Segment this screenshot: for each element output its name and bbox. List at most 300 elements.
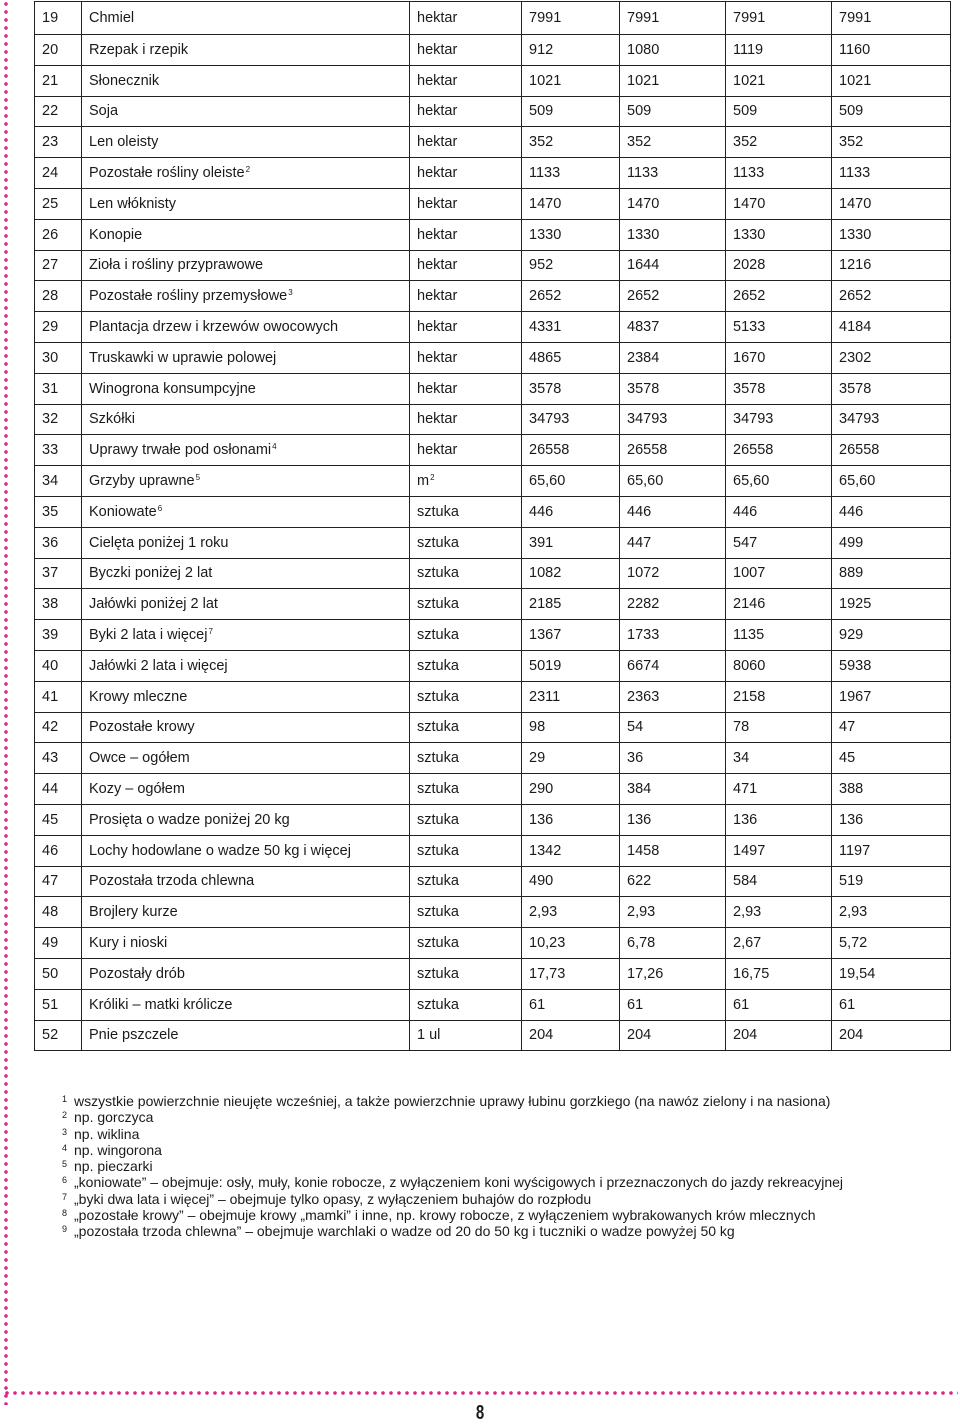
row-value-1-text: 136 [529,811,554,828]
row-value-3-text: 352 [733,134,758,151]
row-name-text: Winogrona konsumpcyjne [89,380,256,397]
row-name-text: Byki 2 lata i więcej [89,627,208,644]
row-unit-text: sztuka [417,719,459,736]
row-name [82,404,410,435]
row-unit [410,774,522,805]
row-value-4-text: 889 [839,565,864,582]
row-unit-text: sztuka [417,750,459,767]
row-value-1 [522,404,620,435]
row-value-3 [726,466,832,497]
row-name [82,804,410,835]
row-number-text: 23 [42,134,59,151]
table-row [35,681,951,712]
row-unit-text: sztuka [417,688,459,705]
footnote-text: „koniowate” – obejmuje: osły, muły, konie robocze, z wyłączeniem koni wyścigowych i przeznaczonych do jazdy rekreacyjnej [74,1174,844,1191]
row-name [82,989,410,1020]
footnote-text: np. gorczyca [74,1109,154,1126]
row-value-2-text: 384 [627,781,652,798]
row-name-text: Pozostałe rośliny oleiste [89,165,245,182]
row-name-text: Byczki poniżej 2 lat [89,565,213,582]
row-number-text: 21 [42,72,59,89]
row-value-2 [620,774,726,805]
row-name [82,127,410,158]
row-value-2 [620,127,726,158]
row-value-1-text: 290 [529,781,554,798]
footnote-ref: 5 [195,473,201,483]
row-value-4 [832,466,951,497]
row-value-3-text: 2158 [733,688,766,705]
table-row [35,496,951,527]
row-unit-text: sztuka [417,781,459,798]
row-value-4-text: 1216 [839,257,872,274]
row-number [35,188,82,219]
table-row [35,466,951,497]
row-number [35,496,82,527]
row-value-4 [832,804,951,835]
row-name [82,527,410,558]
row-value-2-text: 2282 [627,596,660,613]
row-value-3-text: 1470 [733,195,766,212]
row-value-3 [726,188,832,219]
row-value-3-text: 2652 [733,288,766,305]
row-value-4 [832,312,951,343]
row-value-1-text: 65,60 [529,473,566,490]
row-value-1 [522,158,620,189]
row-value-1-text: 26558 [529,442,570,459]
row-value-3 [726,312,832,343]
footnote [62,1093,952,1109]
row-number [35,712,82,743]
row-number-text: 47 [42,873,59,890]
row-number-text: 29 [42,319,59,336]
row-name-text: Cielęta poniżej 1 roku [89,534,229,551]
table-row [35,2,951,35]
row-value-3 [726,342,832,373]
row-value-3 [726,681,832,712]
row-unit-text: hektar [417,442,458,459]
row-unit [410,804,522,835]
row-name [82,712,410,743]
row-value-1 [522,1020,620,1051]
row-value-2 [620,928,726,959]
footnote-number: 6 [62,1175,68,1186]
row-value-4-text: 519 [839,873,864,890]
row-name-text: Słonecznik [89,72,160,89]
row-unit [410,404,522,435]
row-value-3-text: 584 [733,873,758,890]
row-value-1 [522,342,620,373]
footnote-number: 9 [62,1224,68,1235]
row-number [35,804,82,835]
row-value-1 [522,312,620,343]
footnote [62,1158,952,1174]
row-number-text: 37 [42,565,59,582]
row-value-3-text: 34793 [733,411,774,428]
row-value-3-text: 16,75 [733,965,770,982]
row-value-2-text: 1330 [627,226,660,243]
row-value-2 [620,1020,726,1051]
row-value-3 [726,743,832,774]
row-unit [410,373,522,404]
row-number-text: 26 [42,226,59,243]
row-value-3-text: 1497 [733,842,766,859]
row-value-2-text: 17,26 [627,965,664,982]
footnote [62,1109,952,1125]
row-value-3 [726,2,832,35]
row-value-2-text: 2363 [627,688,660,705]
decorative-dot-border-bottom [3,1389,958,1397]
row-unit-text: m [417,473,430,490]
table-row [35,589,951,620]
row-value-3 [726,250,832,281]
row-name [82,743,410,774]
page-number: 8 [475,1402,485,1424]
row-unit [410,620,522,651]
footnote-ref: 2 [245,165,251,175]
row-number [35,958,82,989]
row-value-3-text: 1670 [733,349,766,366]
row-value-4-text: 388 [839,781,864,798]
row-value-3-text: 1133 [733,165,765,182]
row-value-1-text: 29 [529,750,546,767]
table-row [35,835,951,866]
row-value-3-text: 1135 [733,627,765,644]
row-value-4-text: 2652 [839,288,872,305]
row-value-4-text: 509 [839,103,864,120]
row-value-2 [620,281,726,312]
row-value-2 [620,312,726,343]
row-value-1-text: 4865 [529,349,562,366]
row-value-3-text: 509 [733,103,758,120]
row-value-3 [726,158,832,189]
row-value-4 [832,589,951,620]
row-value-3 [726,928,832,959]
row-value-3 [726,281,832,312]
row-name-text: Rzepak i rzepik [89,41,189,58]
row-value-1-text: 1330 [529,226,562,243]
row-value-1 [522,188,620,219]
row-value-1-text: 509 [529,103,554,120]
row-name-text: Koniowate [89,503,157,520]
row-value-1 [522,835,620,866]
row-name [82,897,410,928]
table-row [35,958,951,989]
row-unit [410,250,522,281]
row-value-3-text: 34 [733,750,750,767]
row-value-2-text: 34793 [627,411,668,428]
row-unit-text: sztuka [417,534,459,551]
row-value-4 [832,96,951,127]
row-number-text: 46 [42,842,59,859]
row-number [35,928,82,959]
row-value-1-text: 17,73 [529,965,566,982]
row-name [82,435,410,466]
row-unit-text: hektar [417,257,458,274]
row-number [35,435,82,466]
table-row [35,35,951,66]
row-name-text: Krowy mleczne [89,688,188,705]
row-value-2-text: 6674 [627,657,660,674]
row-value-4-text: 929 [839,627,864,644]
row-unit-text: hektar [417,41,458,58]
row-number-text: 30 [42,349,59,366]
row-number-text: 48 [42,904,59,921]
row-value-3 [726,373,832,404]
row-value-1 [522,650,620,681]
row-name [82,281,410,312]
row-unit [410,342,522,373]
row-value-4-text: 1330 [839,226,872,243]
row-value-3-text: 446 [733,503,758,520]
row-value-3-text: 136 [733,811,758,828]
row-number-text: 31 [42,380,59,397]
row-value-3-text: 2028 [733,257,766,274]
row-number-text: 22 [42,103,59,120]
row-value-1 [522,496,620,527]
row-value-4 [832,681,951,712]
row-value-4 [832,650,951,681]
row-value-4 [832,219,951,250]
row-name [82,466,410,497]
row-value-3-text: 3578 [733,380,766,397]
row-unit-text: sztuka [417,596,459,613]
row-value-4-text: 2302 [839,349,872,366]
row-value-2 [620,743,726,774]
row-value-3 [726,65,832,96]
row-unit-text: hektar [417,288,458,305]
row-value-3 [726,712,832,743]
footnote [62,1207,952,1223]
row-number [35,558,82,589]
row-value-4 [832,158,951,189]
footnote-number: 1 [62,1094,68,1104]
table-row [35,373,951,404]
row-unit [410,65,522,96]
row-value-3-text: 1119 [733,41,764,58]
row-value-3-text: 5133 [733,319,766,336]
row-value-2-text: 2384 [627,349,660,366]
row-value-4 [832,127,951,158]
row-value-4-text: 2,93 [839,904,868,921]
row-value-2 [620,866,726,897]
table-row [35,96,951,127]
row-name [82,312,410,343]
row-value-1-text: 952 [529,257,554,274]
row-value-4 [832,558,951,589]
row-unit-text: sztuka [417,627,459,644]
footnotes [62,1093,952,1240]
row-number [35,527,82,558]
row-name-text: Konopie [89,226,143,243]
row-value-4 [832,712,951,743]
row-number [35,127,82,158]
row-value-2 [620,250,726,281]
row-value-3 [726,866,832,897]
row-value-4 [832,928,951,959]
row-number [35,158,82,189]
row-value-4-text: 204 [839,1027,864,1044]
table-row [35,620,951,651]
row-unit [410,96,522,127]
row-value-2 [620,188,726,219]
row-value-1 [522,127,620,158]
row-value-1-text: 2185 [529,596,562,613]
row-value-4-text: 47 [839,719,856,736]
row-value-1-text: 912 [529,41,554,58]
row-value-3 [726,127,832,158]
row-value-4 [832,281,951,312]
row-name-text: Króliki – matki królicze [89,996,233,1013]
row-number [35,35,82,66]
row-number-text: 43 [42,750,59,767]
row-name [82,589,410,620]
row-name-text: Kozy – ogółem [89,781,185,798]
row-value-1-text: 10,23 [529,935,566,951]
row-value-4 [832,620,951,651]
row-name-text: Owce – ogółem [89,750,190,767]
row-value-4 [832,435,951,466]
data-table [34,1,951,1051]
row-value-1 [522,558,620,589]
row-value-3 [726,650,832,681]
table-row [35,188,951,219]
row-unit-text: hektar [417,165,458,182]
row-value-2 [620,650,726,681]
row-name-text: Brojlery kurze [89,904,178,921]
row-value-2-text: 1072 [627,565,660,582]
row-name-text: Grzyby uprawne [89,473,195,490]
row-value-3 [726,989,832,1020]
row-value-2-text: 352 [627,134,652,151]
footnote-text: np. pieczarki [74,1158,153,1175]
row-value-1 [522,219,620,250]
row-value-3 [726,1020,832,1051]
row-number-text: 45 [42,811,59,828]
row-name-text: Soja [89,103,119,120]
row-value-1 [522,96,620,127]
row-value-4-text: 26558 [839,442,880,459]
row-value-1-text: 1021 [529,72,562,89]
row-value-2-text: 509 [627,103,652,120]
row-value-1 [522,527,620,558]
row-value-4 [832,527,951,558]
row-number-text: 24 [42,165,59,182]
row-number [35,281,82,312]
row-value-4 [832,1020,951,1051]
row-value-1-text: 352 [529,134,554,151]
row-value-4 [832,2,951,35]
row-unit [410,219,522,250]
table-row [35,312,951,343]
row-value-1 [522,712,620,743]
row-name [82,774,410,805]
row-value-2 [620,65,726,96]
row-value-2 [620,373,726,404]
row-number-text: 40 [42,657,59,674]
row-value-1 [522,65,620,96]
row-unit [410,281,522,312]
row-value-3 [726,958,832,989]
row-value-3-text: 8060 [733,657,766,674]
row-value-4 [832,188,951,219]
row-number [35,250,82,281]
row-value-3-text: 471 [733,781,758,798]
row-name-text: Lochy hodowlane o wadze 50 kg i więcej [89,842,351,859]
row-name [82,158,410,189]
row-value-4 [832,65,951,96]
footnote-number: 8 [62,1208,68,1219]
row-value-4-text: 65,60 [839,473,876,490]
row-number-text: 41 [42,688,59,705]
row-value-4 [832,743,951,774]
table-row [35,527,951,558]
row-value-4-text: 1197 [839,842,871,859]
row-value-3 [726,558,832,589]
table-row [35,712,951,743]
row-value-2 [620,219,726,250]
row-value-1-text: 2311 [529,688,561,705]
row-number [35,373,82,404]
row-unit [410,743,522,774]
row-value-4 [832,835,951,866]
row-unit-text: hektar [417,226,458,243]
table-row [35,866,951,897]
row-number [35,219,82,250]
row-value-1-text: 2,93 [529,904,558,921]
row-value-1 [522,250,620,281]
row-value-2 [620,404,726,435]
row-value-3-text: 1330 [733,226,766,243]
row-name-text: Len włóknisty [89,195,177,212]
row-value-2 [620,466,726,497]
row-name-text: Truskawki w uprawie polowej [89,349,277,366]
footnote-ref: 4 [272,442,277,452]
row-value-1 [522,958,620,989]
table-row [35,435,951,466]
row-name [82,2,410,35]
row-number [35,65,82,96]
row-name-text: Uprawy trwałe pod osłonami [89,442,272,459]
footnote-ref: 7 [208,627,213,637]
row-name [82,928,410,959]
row-unit-text: 1 ul [417,1027,441,1044]
row-value-4-text: 1925 [839,596,872,613]
row-number-text: 51 [42,996,59,1013]
row-unit-text: hektar [417,10,458,26]
row-number [35,650,82,681]
row-name [82,650,410,681]
row-value-4 [832,989,951,1020]
table-row [35,558,951,589]
row-unit-text: sztuka [417,935,459,951]
row-value-2 [620,712,726,743]
row-value-3-text: 2,93 [733,904,762,921]
row-unit [410,558,522,589]
row-value-1 [522,989,620,1020]
row-unit-text: hektar [417,134,458,151]
row-name [82,96,410,127]
row-number [35,989,82,1020]
row-value-1-text: 61 [529,996,546,1013]
row-value-1-text: 490 [529,873,554,890]
row-value-3-text: 1007 [733,565,766,582]
row-value-2 [620,2,726,35]
row-name [82,1020,410,1051]
row-unit [410,127,522,158]
row-value-4 [832,958,951,989]
row-value-4 [832,774,951,805]
row-value-3 [726,496,832,527]
